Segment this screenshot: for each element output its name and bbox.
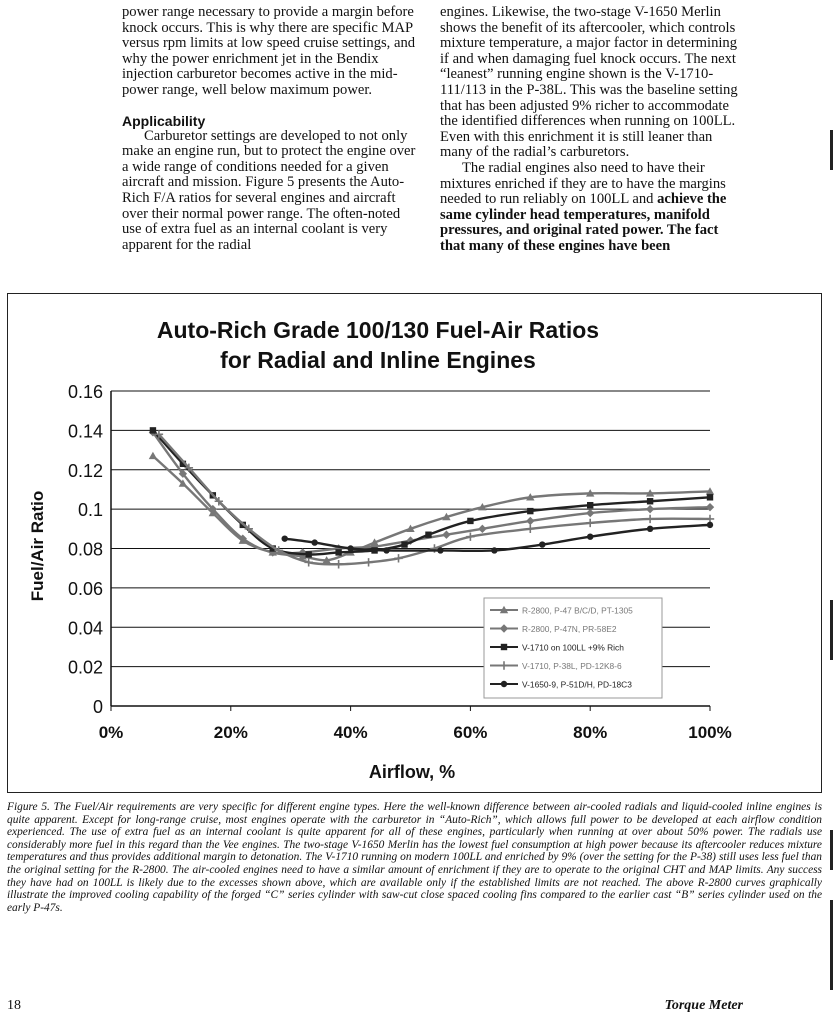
legend-label: V-1710, P-38L, PD-12K8-6 (522, 661, 622, 671)
y-tick-label: 0.1 (77, 500, 103, 521)
y-tick-label: 0.12 (67, 460, 103, 481)
paragraph: Carburetor settings are developed to not only make an engine run, but to protect the engine over a wide range of conditions needed for a given aircraft and mission. Figure 5 presents the Auto-Rich F/A ratios for several engines and aircraft over their normal power range. The often-noted use of extra fuel as an internal coolant is very apparent for the radial (122, 127, 416, 253)
data-point (466, 532, 474, 540)
data-point (437, 547, 443, 553)
section-heading-applicability: Applicability (122, 112, 206, 129)
data-point (442, 531, 450, 539)
data-point (587, 533, 593, 539)
data-point (311, 539, 317, 545)
x-tick-label: 40% (333, 723, 368, 742)
data-point (478, 525, 486, 533)
figure-caption: Figure 5. The Fuel/Air requirements are very specific for different engine types. Here the well-known difference between air-cooled radials and liquid-cooled inline engines is quite apparent. Except for long-range cruise, most engines operate with the carburetor in “Auto-Rich”, which allows full power to be developed at each airflow condition experienced. The use of extra fuel as an internal coolant is quite apparent for all of these engines, particularly when running at over about 50% power. The radials use considerably more fuel in this regard than the Vee engines. The two-stage V-1650 Merlin has the lowest fuel consumption at high power because its aftercooler reduces mixture temperatures and thus provides additional margin to detonation. The V-1710 running on modern 100LL and enriched by 9% (over the setting for the P-38) still uses less fuel than the original setting for the R-2800. The air-cooled engines need to have a similar amount of enrichment if they are to operate to the original CHT and MAP limits. Any success they have had on 100LL is likely due to the excesses shown above, which are available only if the established limits are not reached. The above R-2800 curves graphically illustrate the improved cooling capability of the forged “C” series cylinder with saw-cut close spaced cooling fins compared to the earlier cast “B” series cylinder used on the early P-47s. (7, 801, 822, 914)
x-tick-label: 60% (453, 723, 488, 742)
data-point (587, 502, 593, 508)
figure-5-chart (7, 293, 822, 793)
x-axis-label: Airflow, % (368, 762, 456, 782)
x-tick-label: 80% (573, 723, 608, 742)
data-point (149, 452, 157, 459)
data-point (347, 545, 353, 551)
data-point (586, 509, 594, 517)
scan-edge-mark (830, 600, 833, 660)
page-number: 18 (7, 998, 21, 1013)
legend-label: V-1650-9, P-51D/H, PD-18C3 (522, 679, 632, 690)
data-point (467, 518, 473, 524)
legend-label: V-1710 on 100LL +9% Rich (522, 642, 624, 653)
data-point (526, 517, 534, 525)
data-point (526, 525, 534, 533)
data-point (501, 644, 507, 650)
scan-edge-mark (830, 830, 833, 870)
data-point (335, 549, 341, 555)
chart-svg (8, 294, 823, 794)
data-point (425, 532, 431, 538)
data-point (647, 498, 653, 504)
data-point (501, 681, 507, 687)
chart-subtitle: for Radial and Inline Engines (220, 347, 536, 373)
data-point (394, 554, 402, 562)
legend-label: R-2800, P-47 B/C/D, PT-1305 (522, 605, 633, 616)
y-tick-label: 0.02 (67, 657, 103, 678)
data-point (647, 526, 653, 532)
legend-label: R-2800, P-47N, PR-58E2 (522, 624, 617, 634)
data-point (364, 558, 372, 566)
y-tick-label: 0 (92, 697, 103, 717)
x-tick-label: 20% (213, 723, 248, 742)
data-point (282, 535, 288, 541)
data-point (646, 505, 654, 513)
chart-title: Auto-Rich Grade 100/130 Fuel-Air Ratios (156, 317, 600, 343)
data-point (383, 547, 389, 553)
y-tick-label: 0.06 (67, 578, 103, 599)
paragraph-part-bold: achieve the same cylinder head temperatures, manifold pressures, and original rated power. The fact that many of these engines have been (440, 191, 727, 254)
y-axis-label: Fuel/Air Ratio (28, 490, 47, 602)
data-point (527, 508, 533, 514)
x-tick-label: 0% (98, 723, 124, 742)
text-column-left (122, 5, 422, 253)
data-point (646, 515, 654, 523)
journal-name: Torque Meter (664, 998, 743, 1013)
data-point (707, 522, 713, 528)
data-point (586, 519, 594, 527)
y-tick-label: 0.08 (67, 539, 103, 560)
y-tick-label: 0.04 (67, 618, 103, 639)
x-tick-label: 100% (688, 723, 732, 742)
paragraph (440, 161, 740, 255)
series-line (153, 456, 710, 560)
scan-edge-mark (830, 130, 833, 170)
data-point (334, 560, 342, 568)
y-tick-label: 0.16 (67, 382, 103, 402)
data-point (706, 503, 714, 511)
data-point (707, 494, 713, 500)
data-point (539, 541, 545, 547)
data-point (150, 427, 156, 433)
data-point (491, 547, 497, 553)
text-column-right (440, 5, 740, 255)
paragraph-part: The radial engines also need to have their mixtures enriched if they are to have the margins needed to run reliably on 100LL and (440, 159, 726, 208)
paragraph: power range necessary to provide a margin before knock occurs. This is why there are specific MAP versus rpm limits at low speed cruise settings, and why the power enrichment jet in the Bendix injection carburetor becomes active in the mid-power range, well below maximum power. (122, 4, 416, 98)
y-tick-label: 0.14 (67, 421, 103, 442)
data-point (401, 541, 407, 547)
data-point (305, 551, 311, 557)
paragraph: engines. Likewise, the two-stage V-1650 Merlin shows the benefit of its aftercooler, which controls mixture temperature, a major factor in determining if and when damaging fuel knock occurs. The next “leanest” running engine shown is the V-1710-111/113 in the P-38L. This was the baseline setting that has been adjusted 9% richer to accommodate the identified differences when running on 100LL. Even with this enrichment it is still leaner than many of the radial’s carburetors. (440, 4, 738, 161)
scan-edge-mark (830, 900, 833, 990)
